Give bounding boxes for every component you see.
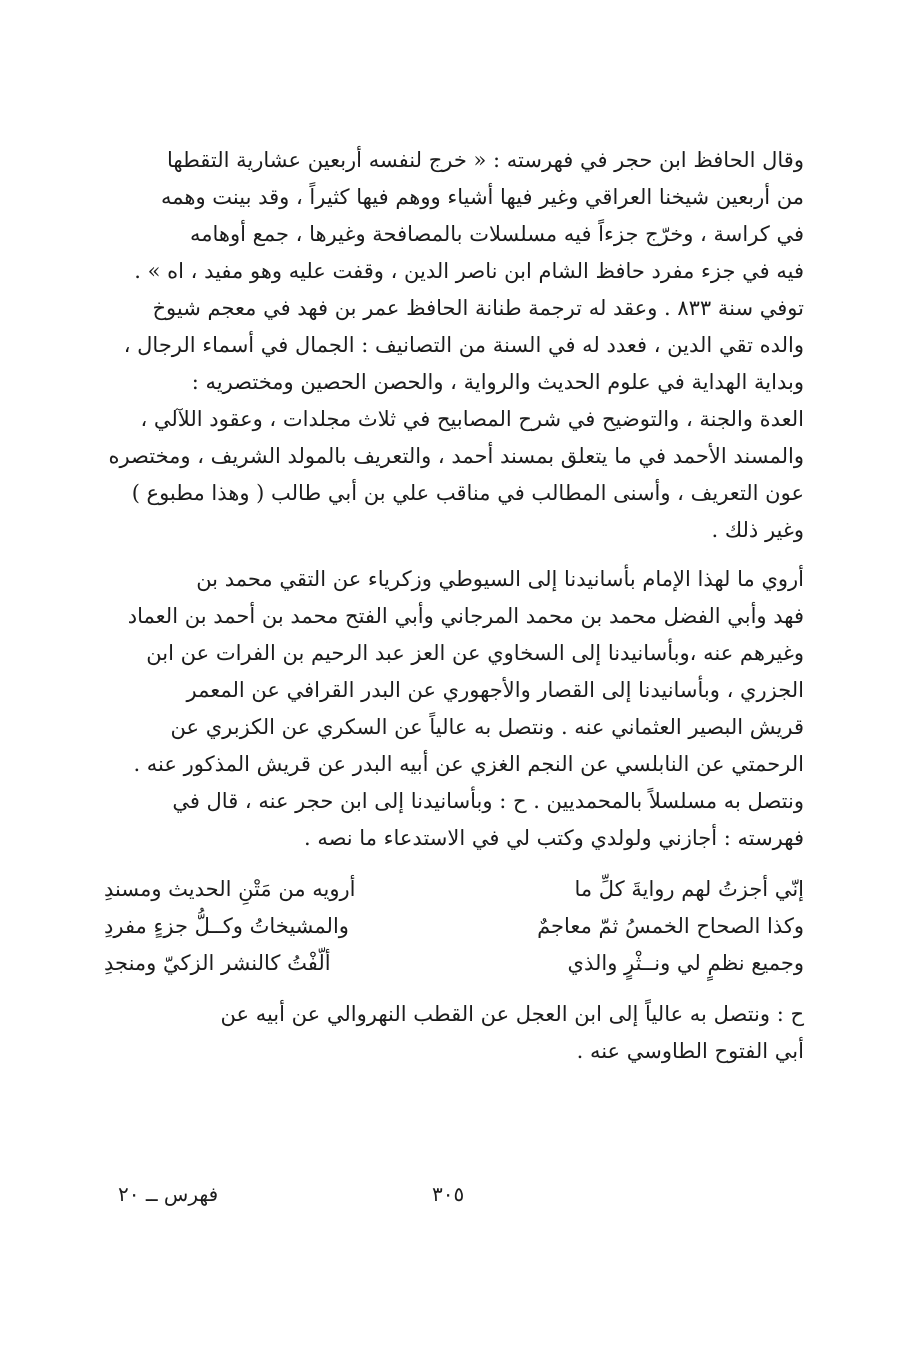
- verse-first-hemistich: وكذا الصحاح الخمسُ ثمّ معاجمٌ: [537, 914, 804, 938]
- text-line: فيه في جزء مفرد حافظ الشام ابن ناصر الدين ، وقفت عليه وهو مفيد ، اه » .: [134, 259, 804, 283]
- text-line: ح : ونتصل به عالياً إلى ابن العجل عن القطب النهروالي عن أبيه عن: [220, 1002, 804, 1026]
- signature-mark: فهرس ــ ٢٠: [118, 1182, 219, 1206]
- text-line: فهرسته : أجازني ولولدي وكتب لي في الاستدعاء ما نصه .: [303, 826, 804, 850]
- text-line: قريش البصير العثماني عنه . ونتصل به عالياً عن السكري عن الكزبري عن: [170, 715, 804, 739]
- verse-line: [104, 945, 804, 982]
- page-number: ٣٠٥: [432, 1182, 465, 1206]
- text-line: والمسند الأحمد في ما يتعلق بمسند أحمد ، والتعريف بالمولد الشريف ، ومختصره: [108, 444, 804, 468]
- text-line: عون التعريف ، وأسنى المطالب في مناقب علي بن أبي طالب ( وهذا مطبوع ): [131, 481, 804, 505]
- text-line: وقال الحافظ ابن حجر في فهرسته : « خرج لنفسه أربعين عشارية التقطها: [166, 148, 804, 172]
- page-footer: [0, 1182, 909, 1212]
- text-line: أبي الفتوح الطاوسي عنه .: [576, 1039, 804, 1063]
- page-body: [104, 142, 804, 1070]
- text-line: وبداية الهداية في علوم الحديث والرواية ، والحصن الحصين ومختصريه :: [191, 370, 804, 394]
- text-line: العدة والجنة ، والتوضيح في شرح المصابيح في ثلاث مجلدات ، وعقود اللآلي ،: [140, 407, 804, 431]
- verse-second-hemistich: أرويه من مَتْنِ الحديث ومسندِ: [104, 877, 356, 901]
- verse-second-hemistich: ألّفْتُ كالنشر الزكيّ ومنجدِ: [104, 951, 331, 975]
- text-line: الرحمتي عن النابلسي عن النجم الغزي عن أبيه البدر عن قريش المذكور عنه .: [133, 752, 804, 776]
- text-line: أروي ما لهذا الإمام بأسانيدنا إلى السيوطي وزكرياء عن التقي محمد بن: [196, 567, 804, 591]
- verse-second-hemistich: والمشيخاتُ وكــلُّ جزءٍ مفردِ: [104, 914, 349, 938]
- text-line: وغيرهم عنه ،وبأسانيدنا إلى السخاوي عن العز عبد الرحيم بن الفرات عن ابن: [146, 641, 804, 665]
- paragraph-closing-isnad: [104, 996, 804, 1070]
- paragraph-ibn-hajar-quote: [104, 142, 804, 549]
- paragraph-isnad-chains: [104, 561, 804, 857]
- verse-first-hemistich: إنّي أجزتُ لهم روايةَ كلِّ ما: [574, 877, 804, 901]
- text-line: ونتصل به مسلسلاً بالمحمديين . ح : وبأسانيدنا إلى ابن حجر عنه ، قال في: [172, 789, 804, 813]
- text-line: توفي سنة ٨٣٣ . وعقد له ترجمة طنانة الحافظ عمر بن فهد في معجم شيوخ: [152, 296, 804, 320]
- text-line: فهد وأبي الفضل محمد بن محمد المرجاني وأبي الفتح محمد بن أحمد بن العماد: [127, 604, 804, 628]
- text-line: في كراسة ، وخرّج جزءاً فيه مسلسلات بالمصافحة وغيرها ، جمع أوهامه: [190, 222, 804, 246]
- poem-verses: [104, 871, 804, 982]
- text-line: من أربعين شيخنا العراقي وغير فيها أشياء ووهم فيها كثيراً ، وقد بينت وهمه: [161, 185, 804, 209]
- verse-first-hemistich: وجميع نظمٍ لي ونــثْرٍ والذي: [567, 951, 804, 975]
- text-line: والده تقي الدين ، فعدد له في السنة من التصانيف : الجمال في أسماء الرجال ،: [123, 333, 804, 357]
- text-line: وغير ذلك .: [711, 518, 804, 542]
- text-line: الجزري ، وبأسانيدنا إلى القصار والأجهوري عن البدر القرافي عن المعمر: [186, 678, 804, 702]
- verse-line: [104, 908, 804, 945]
- verse-line: [104, 871, 804, 908]
